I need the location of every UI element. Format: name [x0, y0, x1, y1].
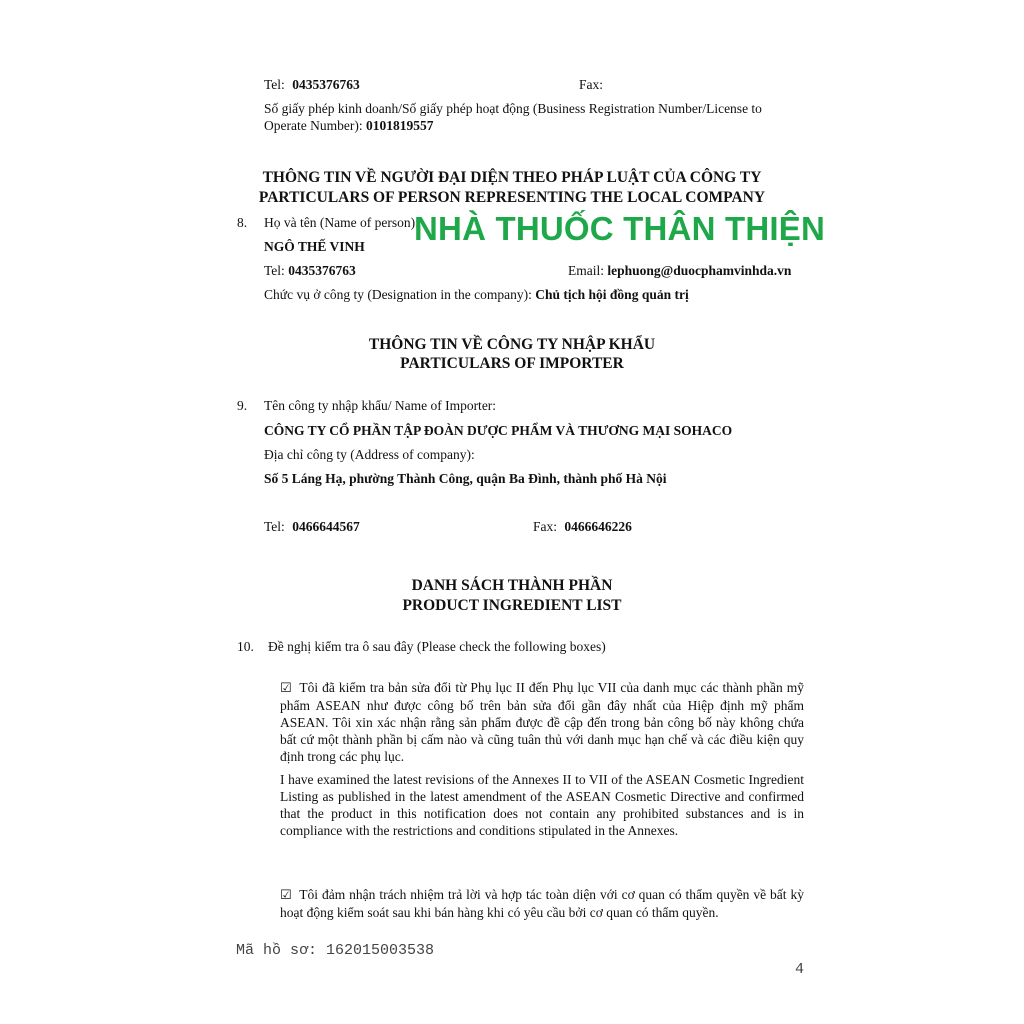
representative-email-value: lephuong@duocphamvinhda.vn — [607, 263, 792, 278]
representative-designation-value: Chủ tịch hội đồng quản trị — [535, 287, 689, 302]
importer-tel: Tel: 0466644567 — [264, 519, 360, 534]
importer-name-label: Tên công ty nhập khẩu/ Name of Importer: — [264, 398, 497, 413]
pharmacy-watermark: NHÀ THUỐC THÂN THIỆN — [414, 210, 825, 247]
representative-tel: Tel: 0435376763 — [264, 263, 356, 278]
ingredients-instruction: Đề nghị kiểm tra ô sau đây (Please check the following boxes) — [268, 639, 606, 654]
representative-designation: Chức vụ ở công ty (Designation in the company): Chủ tịch hội đồng quản trị — [264, 287, 689, 302]
license-number: 0101819557 — [365, 118, 434, 133]
representative-name: NGÔ THẾ VINH — [264, 239, 365, 254]
importer-fax: Fax: 0466646226 — [533, 519, 632, 534]
representative-heading-en: PARTICULARS OF PERSON REPRESENTING THE LOCAL COMPANY — [258, 189, 766, 206]
license-line-2: Operate Number): 0101819557 — [264, 118, 434, 133]
page-number: 4 — [795, 961, 805, 978]
importer-heading-en: PARTICULARS OF IMPORTER — [400, 355, 624, 372]
item-number-8: 8. — [237, 215, 248, 230]
declaration-box-1-vi: ☑ Tôi đã kiểm tra bản sửa đổi từ Phụ lục II đến Phụ lục VII của danh mục các thành phần mỹ phẩm ASEAN như được công bố trên bản sửa đổi gần đây nhất của Hiệp định mỹ phẩm ASEAN. Tôi xin xác nhận rằng sản phẩm được đề cập đến trong bản công bố này không chứa bất cứ một thành phần bị cấm nào và cũng tuân thủ với danh mục hạn chế và các điều kiện quy định trong các phụ lục. — [280, 680, 804, 764]
importer-address: Số 5 Láng Hạ, phường Thành Công, quận Ba Đình, thành phố Hà Nội — [264, 471, 667, 486]
ingredients-heading-vi: DANH SÁCH THÀNH PHẦN — [411, 577, 613, 594]
declaration-box-2-vi: ☑ Tôi đảm nhận trách nhiệm trả lời và hợp tác toàn diện với cơ quan có thẩm quyền về bất kỳ hoạt động kiểm soát sau khi bán hàng khi có yêu cầu bởi cơ quan có thẩm quyền. — [280, 887, 804, 920]
representative-tel-value: 0435376763 — [288, 263, 356, 278]
company-tel-value: 0435376763 — [292, 77, 360, 92]
importer-fax-value: 0466646226 — [564, 519, 632, 534]
file-code: Mã hồ sơ: 162015003538 — [236, 942, 435, 959]
importer-tel-value: 0466644567 — [292, 519, 360, 534]
checkbox-checked-icon[interactable]: ☑ — [280, 681, 292, 696]
representative-heading-vi: THÔNG TIN VỀ NGƯỜI ĐẠI DIỆN THEO PHÁP LUẬT CỦA CÔNG TY — [262, 169, 762, 186]
representative-email: Email: lephuong@duocphamvinhda.vn — [568, 263, 792, 278]
checkbox-checked-icon[interactable]: ☑ — [280, 888, 292, 903]
declaration-box-1-en: I have examined the latest revisions of the Annexes II to VII of the ASEAN Cosmetic Ingredient Listing as published in the latest amendment of the ASEAN Cosmetic Directive and confirmed that the product in this notification does not contain any prohibited substances and is in compliance with the restrictions and conditions stipulated in the Annexes. — [280, 772, 804, 838]
item-number-9: 9. — [237, 398, 248, 413]
importer-address-label: Địa chỉ công ty (Address of company): — [264, 447, 475, 462]
ingredients-heading-en: PRODUCT INGREDIENT LIST — [402, 597, 622, 614]
importer-heading-vi: THÔNG TIN VỀ CÔNG TY NHẬP KHẨU — [368, 336, 656, 353]
item-number-10: 10. — [237, 639, 254, 654]
importer-name: CÔNG TY CỔ PHẦN TẬP ĐOÀN DƯỢC PHẨM VÀ THƯƠNG MẠI SOHACO — [264, 423, 733, 438]
company-fax-label: Fax: — [579, 77, 604, 92]
license-line-1: Số giấy phép kinh doanh/Số giấy phép hoạt động (Business Registration Number/License to — [264, 101, 762, 116]
representative-name-label: Họ và tên (Name of person): — [264, 215, 419, 230]
company-tel: Tel: 0435376763 — [264, 77, 360, 92]
